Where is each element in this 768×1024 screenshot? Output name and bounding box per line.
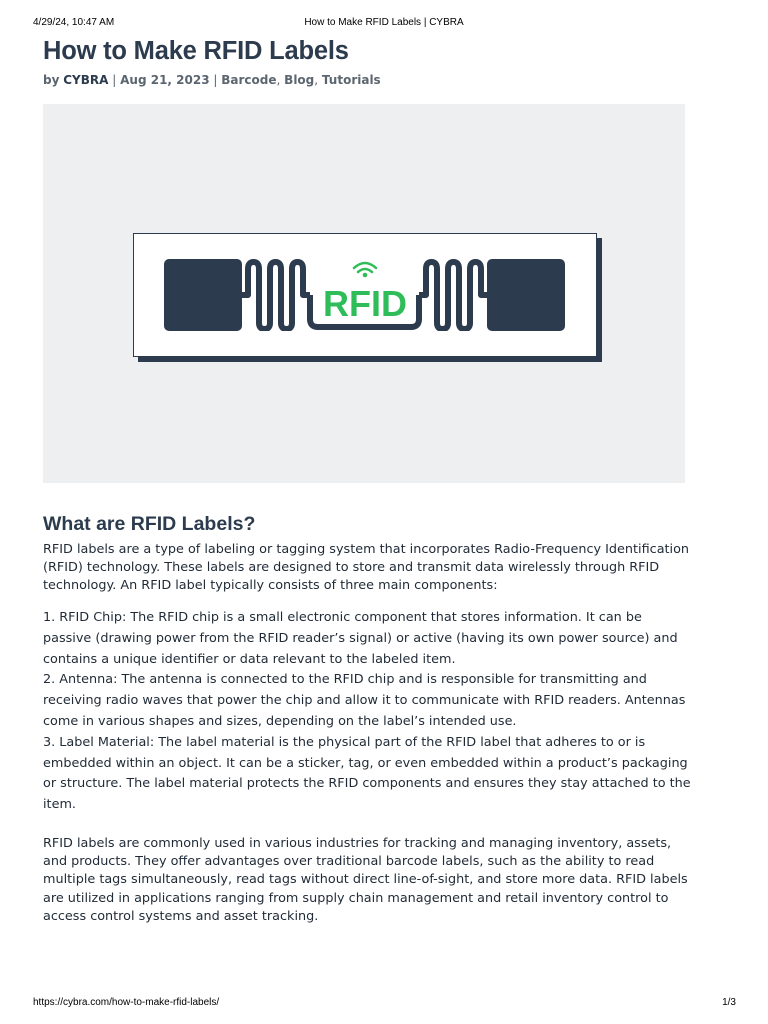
meta-separator: | [112,73,117,87]
post-meta [43,71,693,89]
print-header [0,17,768,31]
by-label: by [43,73,60,87]
rfid-label-illustration [133,233,597,357]
section-heading: What are RFID Labels? [43,513,256,535]
component-item-antenna: 2. Antenna: The antenna is connected to the RFID chip and is responsible for transmitting and receiving radio waves that power the chip and allow it to communicate with RFID readers. Antennas come in various shapes and sizes, depending on the label’s intended use. [43,672,686,729]
meta-separator: | [213,73,218,87]
category-separator: , [314,73,319,87]
components-list [43,608,693,816]
antenna-coil-right [419,262,487,329]
print-date: 4/29/24, 10:47 AM [33,17,115,28]
rfid-logo-text: RFID [323,283,407,324]
post-date: Aug 21, 2023 [120,73,210,87]
hero-image [43,104,685,483]
wifi-icon [354,263,376,277]
article-header [43,34,693,89]
category-link-tutorials[interactable]: Tutorials [321,73,381,87]
antenna-coil-left [242,262,310,329]
component-item-label-material: 3. Label Material: The label material is the physical part of the RFID label that adheres to or is embedded within an object. It can be a sticker, tag, or even embedded within a product’s packaging or structure. The label material protects the RFID components and ensures they stay attached to the item. [43,734,691,813]
antenna-pad-left [164,259,242,331]
print-page-title: How to Make RFID Labels | CYBRA [304,17,464,28]
category-link-blog[interactable]: Blog [284,73,315,87]
category-separator: , [276,73,281,87]
category-link-barcode[interactable]: Barcode [221,73,277,87]
rfid-antenna-graphic [164,259,565,331]
closing-paragraph: RFID labels are commonly used in various industries for tracking and managing inventory, assets, and products. They offer advantages over traditional barcode labels, such as the ability to read multiple tags simultaneously, read tags without direct line-of-sight, and store more data. RFID labels are utilized in applications ranging from supply chain management and retail inventory control to access control systems and asset tracking. [43,836,688,924]
antenna-pad-right [487,259,565,331]
print-footer [0,997,768,1011]
author-link[interactable]: CYBRA [63,73,109,87]
print-url: https://cybra.com/how-to-make-rfid-labels/ [33,997,220,1008]
post-title: How to Make RFID Labels [43,37,349,65]
intro-paragraph: RFID labels are a type of labeling or tagging system that incorporates Radio-Frequency Identification (RFID) technology. These labels are designed to store and transmit data wirelessly through RFID technology. An RFID label typically consists of three main components: [43,542,690,594]
component-item-chip: 1. RFID Chip: The RFID chip is a small electronic component that stores information. It can be passive (drawing power from the RFID reader’s signal) or active (having its own power source) and contains a unique identifier or data relevant to the labeled item. [43,610,678,667]
print-page-number: 1/3 [722,997,736,1008]
